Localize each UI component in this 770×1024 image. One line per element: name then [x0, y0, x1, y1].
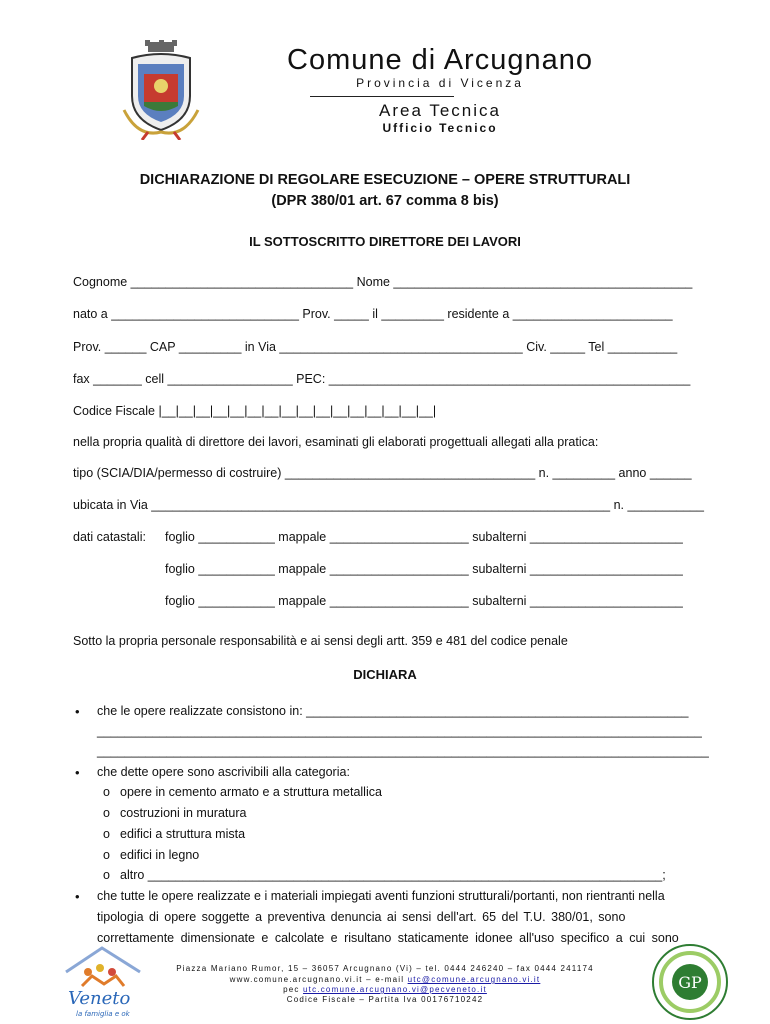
bullet-structural-text: tipologia di opere soggette a preventiva denuncia ai sensi dell'art. 65 del T.U. 380/01, sono [97, 910, 626, 924]
document-title: DICHIARAZIONE DI REGOLARE ESECUZIONE – OPERE STRUTTURALI [139, 172, 631, 188]
field-line-birth[interactable]: nato a ___________________________ Prov. _____ il _________ residente a _______________________ [73, 307, 673, 321]
svg-text:GP: GP [678, 973, 702, 992]
footer-address: Piazza Mariano Rumor, 15 – 36057 Arcugnano (Vi) – tel. 0444 246240 – fax 0444 241174 [176, 964, 594, 973]
veneto-logo-motto: la famiglia e ok [76, 1010, 130, 1018]
province-name: Provincia di Vicenza [356, 76, 524, 90]
declares-heading: DICHIARA [353, 667, 417, 682]
checkbox-option-icon[interactable]: o [103, 806, 110, 820]
option-masonry: costruzioni in muratura [120, 806, 247, 820]
checkbox-option-icon[interactable]: o [103, 827, 110, 841]
cadastral-row[interactable]: foglio ___________ mappale ____________________ subalterni ______________________ [165, 594, 683, 608]
cadastral-row[interactable]: foglio ___________ mappale ____________________ subalterni ______________________ [165, 530, 683, 544]
field-line-name[interactable]: Cognome ________________________________ Nome ___________________________________________ [73, 275, 693, 289]
bullet-icon: • [75, 765, 80, 780]
green-public-procurement-logo [650, 942, 730, 1022]
field-line-permit-type[interactable]: tipo (SCIA/DIA/permesso di costruire) ____________________________________ n. _________ anno ______ [73, 466, 692, 480]
option-wood: edifici in legno [120, 848, 200, 862]
bullet-category: che dette opere sono ascrivibili alla categoria: [97, 765, 350, 779]
footer-tax-code: Codice Fiscale – Partita Iva 00176710242 [286, 995, 484, 1004]
bullet-structural-text: che tutte le opere realizzate e i materiali impiegati aventi funzioni strutturali/portanti, non rientranti nella [97, 889, 665, 903]
bullet-structural-text: correttamente dimensionate e calcolate e risultano staticamente idonee all'uso specifico a cui sono [97, 931, 679, 945]
header-divider [310, 96, 454, 97]
paragraph-responsibility: Sotto la propria personale responsabilità e ai sensi degli artt. 359 e 481 del codice penale [73, 634, 568, 648]
footer-website: www.comune.arcugnano.vi.it – e-mail [229, 975, 408, 984]
option-concrete-metal: opere in cemento armato e a struttura metallica [120, 785, 382, 799]
footer-pec-link[interactable]: utc.comune.arcugnano.vi@pecveneto.it [303, 985, 487, 994]
checkbox-option-icon[interactable]: o [103, 785, 110, 799]
field-line-contacts[interactable]: fax _______ cell __________________ PEC: ____________________________________________________ [73, 372, 691, 386]
checkbox-option-icon[interactable]: o [103, 848, 110, 862]
section-heading: IL SOTTOSCRITTO DIRETTORE DEI LAVORI [249, 234, 521, 249]
footer-pec-label: pec [283, 985, 304, 994]
field-line-fiscal-code[interactable]: Codice Fiscale |__|__|__|__|__|__|__|__|__|__|__|__|__|__|__|__| [73, 404, 437, 418]
bullet-icon: • [75, 704, 80, 719]
veneto-logo-text: Veneto [68, 988, 131, 1009]
checkbox-option-icon[interactable]: o [103, 868, 110, 882]
field-line-location[interactable]: ubicata in Via __________________________________________________________________ n. ___________ [73, 498, 704, 512]
bullet-works[interactable]: che le opere realizzate consistono in: _______________________________________________________ [97, 704, 689, 718]
cadastral-row[interactable]: foglio ___________ mappale ____________________ subalterni ______________________ [165, 562, 683, 576]
office-name: Ufficio Tecnico [382, 121, 498, 135]
field-line-address[interactable]: Prov. ______ CAP _________ in Via ___________________________________ Civ. _____ Tel __________ [73, 340, 678, 354]
cadastral-label: dati catastali: [73, 530, 146, 544]
department-name: Area Tecnica [379, 101, 501, 120]
option-mixed-structure: edifici a struttura mista [120, 827, 246, 841]
bullet-icon: • [75, 889, 80, 904]
option-other[interactable]: altro __________________________________________________________________________; [120, 868, 666, 882]
bullet-works-continuation[interactable]: ________________________________________________________________________________________ [97, 744, 709, 758]
paragraph-role: nella propria qualità di direttore dei lavori, esaminati gli elaborati progettuali allegati alla pratica: [73, 435, 599, 449]
footer-email-link[interactable]: utc@comune.arcugnano.vi.it [407, 975, 541, 984]
document-subtitle: (DPR 380/01 art. 67 comma 8 bis) [271, 193, 499, 209]
bullet-works-continuation[interactable]: _______________________________________________________________________________________ [97, 724, 702, 738]
municipality-name: Comune di Arcugnano [287, 44, 593, 76]
